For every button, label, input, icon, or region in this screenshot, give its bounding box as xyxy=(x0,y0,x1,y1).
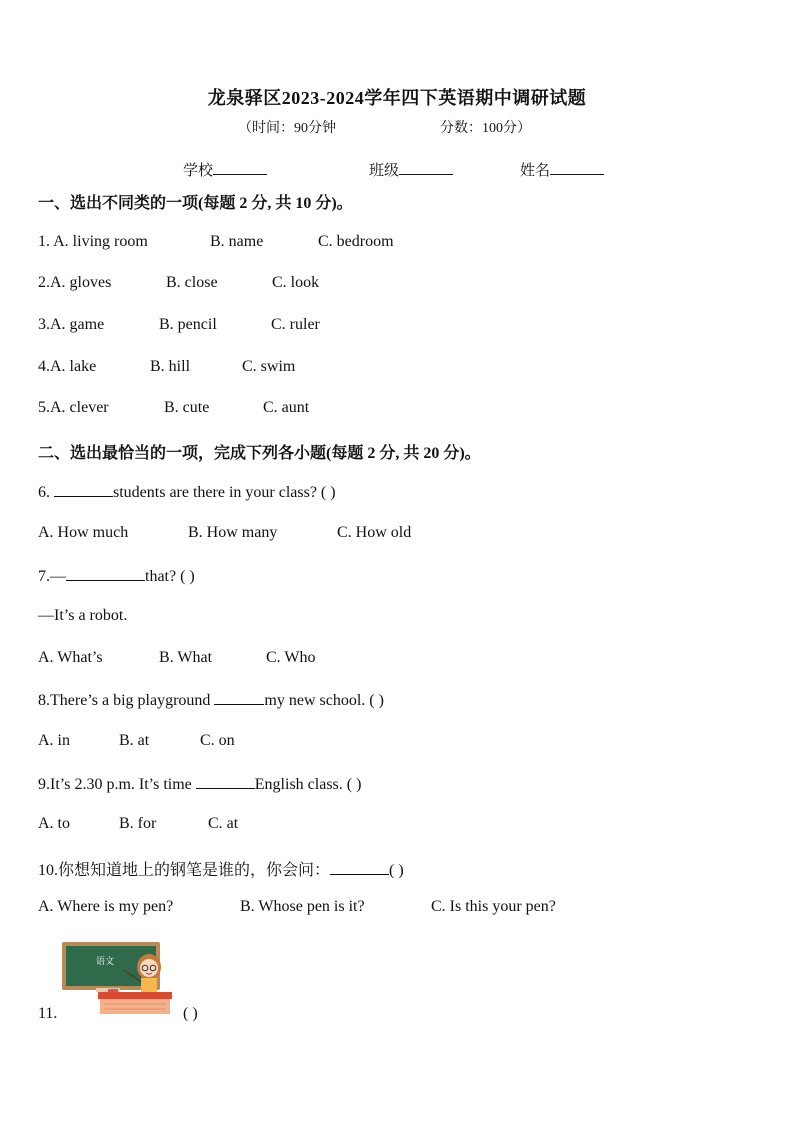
q9-text-pre: 9.It’s 2.30 p.m. It’s time xyxy=(38,776,196,793)
q10-option-b[interactable]: B. Whose pen is it? xyxy=(240,898,365,915)
q10-text-pre: 10.你想知道地上的钢笔是谁的，你会问： xyxy=(38,862,331,879)
q4-option-b[interactable]: B. hill xyxy=(150,358,191,375)
q2-option-a[interactable]: 2.A. gloves xyxy=(38,274,112,291)
q9-option-c[interactable]: C. at xyxy=(208,815,239,832)
q7-option-a[interactable]: A. What’s xyxy=(38,649,103,666)
q1-option-a[interactable]: 1. A. living room xyxy=(38,233,148,250)
q6-text: students are there in your class? ( ) xyxy=(113,484,336,501)
q10-option-a[interactable]: A. Where is my pen? xyxy=(38,898,174,915)
q2-option-b[interactable]: B. close xyxy=(166,274,218,291)
page-title: 龙泉驿区2023-2024学年四下英语期中调研试题 xyxy=(207,88,587,108)
question-10 xyxy=(38,857,404,880)
q8-option-a[interactable]: A. in xyxy=(38,732,70,749)
school-label: 学校 xyxy=(183,163,214,179)
q7-number: 7.— xyxy=(38,568,66,585)
question-1 xyxy=(38,233,394,251)
q8-option-c[interactable]: C. on xyxy=(200,732,235,749)
q9-option-b[interactable]: B. for xyxy=(119,815,157,832)
blackboard-teacher-image xyxy=(60,940,175,1016)
question-8 xyxy=(38,690,384,710)
q9-option-a[interactable]: A. to xyxy=(38,815,70,832)
question-4 xyxy=(38,358,295,376)
question-5 xyxy=(38,399,309,417)
time-info: （时间：90分钟 xyxy=(238,121,336,136)
q10-option-c[interactable]: C. Is this your pen? xyxy=(431,898,556,915)
q6-option-c[interactable]: C. How old xyxy=(337,524,412,541)
q8-text-pre: 8.There’s a big playground xyxy=(38,692,215,709)
question-11-number: 11. xyxy=(38,1005,58,1022)
question-11-answer-paren[interactable]: ( ) xyxy=(183,1005,198,1022)
section1-heading: 一、选出不同类的一项(每题 2 分, 共 10 分)。 xyxy=(38,195,353,212)
name-label: 姓名 xyxy=(520,163,551,179)
q8-option-b[interactable]: B. at xyxy=(119,732,150,749)
school-field[interactable] xyxy=(183,159,267,180)
name-blank[interactable] xyxy=(550,160,604,175)
q10-blank[interactable] xyxy=(330,860,389,875)
name-field[interactable] xyxy=(520,159,604,180)
q1-option-b[interactable]: B. name xyxy=(210,233,264,250)
section2-heading: 二、选出最恰当的一项，完成下列各小题(每题 2 分, 共 20 分)。 xyxy=(38,445,481,462)
q7-option-b[interactable]: B. What xyxy=(159,649,213,666)
question-6 xyxy=(38,482,336,502)
q10-text-post: ( ) xyxy=(389,862,404,879)
score-info: 分数：100分） xyxy=(440,121,531,136)
q6-option-b[interactable]: B. How many xyxy=(188,524,278,541)
q6-option-a[interactable]: A. How much xyxy=(38,524,129,541)
q4-option-a[interactable]: 4.A. lake xyxy=(38,358,97,375)
question-6-options xyxy=(38,524,411,542)
q5-option-b[interactable]: B. cute xyxy=(164,399,210,416)
board-text: 语文 xyxy=(96,957,115,967)
q6-blank[interactable] xyxy=(54,482,113,497)
q9-text-post: English class. ( ) xyxy=(254,776,362,793)
q7-text: that? ( ) xyxy=(145,568,195,585)
q3-option-b[interactable]: B. pencil xyxy=(159,316,217,333)
q5-option-c[interactable]: C. aunt xyxy=(263,399,310,416)
q7-option-c[interactable]: C. Who xyxy=(266,649,316,666)
q1-option-c[interactable]: C. bedroom xyxy=(318,233,394,250)
q8-blank[interactable] xyxy=(214,690,264,705)
school-blank[interactable] xyxy=(213,160,267,175)
question-7-answer: —It’s a robot. xyxy=(38,607,128,624)
q2-option-c[interactable]: C. look xyxy=(272,274,320,291)
q6-number: 6. xyxy=(38,484,54,501)
question-7-options xyxy=(38,649,315,667)
q3-option-a[interactable]: 3.A. game xyxy=(38,316,105,333)
q4-option-c[interactable]: C. swim xyxy=(242,358,296,375)
class-label: 班级 xyxy=(369,163,400,179)
question-3 xyxy=(38,316,320,334)
question-9 xyxy=(38,774,361,794)
q3-option-c[interactable]: C. ruler xyxy=(271,316,320,333)
question-2 xyxy=(38,274,319,292)
question-7 xyxy=(38,566,195,586)
question-10-options xyxy=(38,898,556,916)
q7-blank[interactable] xyxy=(66,566,145,581)
q5-option-a[interactable]: 5.A. clever xyxy=(38,399,109,416)
teacher-chinese-class-illustration xyxy=(60,940,175,1016)
class-field[interactable] xyxy=(369,159,453,180)
exam-info xyxy=(238,117,531,137)
question-9-options xyxy=(38,815,238,833)
class-blank[interactable] xyxy=(399,160,453,175)
q8-text-post: my new school. ( ) xyxy=(264,692,384,709)
q9-blank[interactable] xyxy=(196,774,255,789)
question-8-options xyxy=(38,732,235,750)
